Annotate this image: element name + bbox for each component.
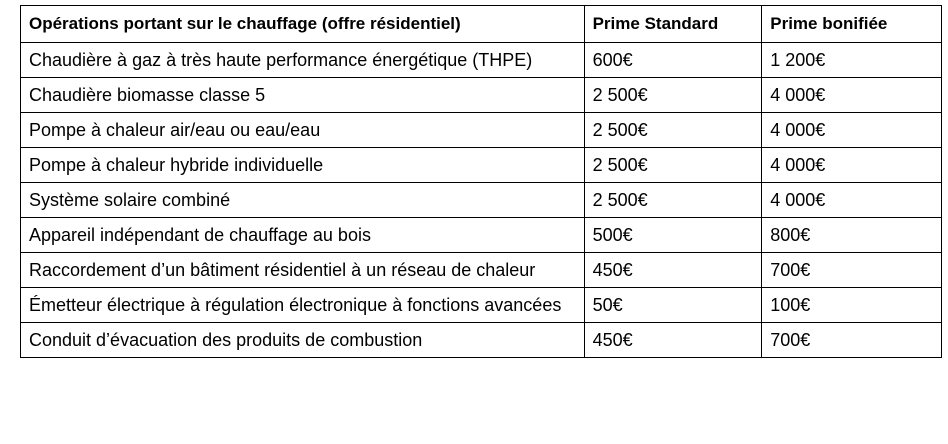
operation-cell: Appareil indépendant de chauffage au bois xyxy=(21,218,585,253)
heating-premium-table xyxy=(20,5,942,358)
prime-bonifiee-cell: 4 000€ xyxy=(762,148,942,183)
prime-bonifiee-cell: 100€ xyxy=(762,288,942,323)
header-operations: Opérations portant sur le chauffage (offre résidentiel) xyxy=(21,6,585,43)
operation-cell: Raccordement d’un bâtiment résidentiel à un réseau de chaleur xyxy=(21,253,585,288)
prime-standard-cell: 2 500€ xyxy=(584,183,762,218)
table-row xyxy=(21,253,942,288)
table-row xyxy=(21,148,942,183)
header-prime-bonifiee: Prime bonifiée xyxy=(762,6,942,43)
prime-standard-cell: 2 500€ xyxy=(584,148,762,183)
operation-cell: Système solaire combiné xyxy=(21,183,585,218)
prime-bonifiee-cell: 4 000€ xyxy=(762,183,942,218)
operation-cell: Chaudière biomasse classe 5 xyxy=(21,78,585,113)
prime-standard-cell: 2 500€ xyxy=(584,113,762,148)
table-row xyxy=(21,288,942,323)
operation-cell: Émetteur électrique à régulation électronique à fonctions avancées xyxy=(21,288,585,323)
table-row xyxy=(21,323,942,358)
operation-cell: Pompe à chaleur hybride individuelle xyxy=(21,148,585,183)
prime-bonifiee-cell: 800€ xyxy=(762,218,942,253)
operation-cell: Conduit d’évacuation des produits de combustion xyxy=(21,323,585,358)
operation-cell: Chaudière à gaz à très haute performance énergétique (THPE) xyxy=(21,43,585,78)
prime-standard-cell: 450€ xyxy=(584,253,762,288)
table-row xyxy=(21,113,942,148)
prime-bonifiee-cell: 700€ xyxy=(762,253,942,288)
prime-standard-cell: 50€ xyxy=(584,288,762,323)
header-prime-standard: Prime Standard xyxy=(584,6,762,43)
table-row xyxy=(21,43,942,78)
table-header-row xyxy=(21,6,942,43)
prime-standard-cell: 500€ xyxy=(584,218,762,253)
prime-bonifiee-cell: 4 000€ xyxy=(762,78,942,113)
prime-bonifiee-cell: 1 200€ xyxy=(762,43,942,78)
table-row xyxy=(21,78,942,113)
prime-bonifiee-cell: 700€ xyxy=(762,323,942,358)
table-row xyxy=(21,218,942,253)
prime-bonifiee-cell: 4 000€ xyxy=(762,113,942,148)
prime-standard-cell: 600€ xyxy=(584,43,762,78)
operation-cell: Pompe à chaleur air/eau ou eau/eau xyxy=(21,113,585,148)
table-row xyxy=(21,183,942,218)
prime-standard-cell: 2 500€ xyxy=(584,78,762,113)
prime-standard-cell: 450€ xyxy=(584,323,762,358)
